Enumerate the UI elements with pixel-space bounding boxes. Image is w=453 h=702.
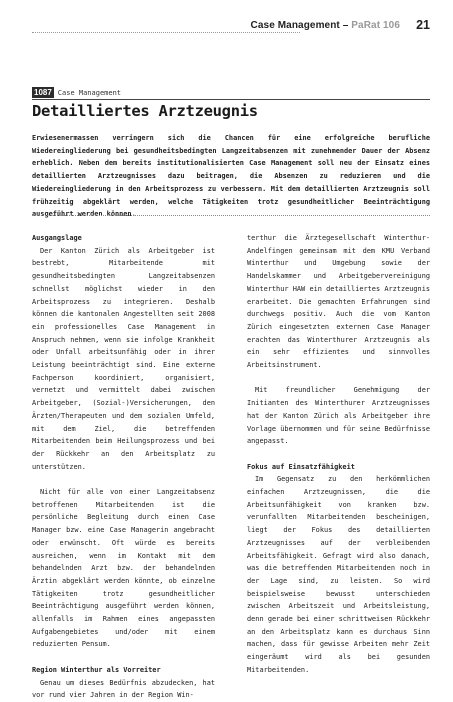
lead-divider: [32, 215, 430, 216]
running-title-dash: –: [339, 20, 352, 31]
heading-region-winterthur: Region Winterthur als Vorreiter: [32, 665, 161, 674]
article-number: 1087: [34, 88, 52, 97]
paragraph: Nicht für alle von einer Langzeitabsenz betroffenen Mitarbeitenden ist die persönliche Begleitung durch einen Case Manager bzw. eine Case Managerin angebracht oder erwünscht. Oft würde es bereits ausreichen, wenn im Kontakt mit dem behandelnden Arzt bzw. der behandelnden Ärztin abgeklärt werden könnte, ob einzelne Tätigkeiten trotz gesundheitlicher Beeinträchtigung ausgeführt werden können, allenfalls im Rahmen eines angepassten Aufgabengebietes und/oder mit einem reduzierten Pensum.: [32, 488, 215, 649]
running-title-text: Case Management: [250, 20, 340, 31]
right-column: [247, 232, 430, 677]
article-category: Case Management: [57, 88, 122, 97]
title-rule: [32, 99, 430, 100]
lead-paragraph: Erwiesenermassen verringern sich die Chancen für eine erfolgreiche berufliche Wiedereingliederung bei gesundheitsbedingten Langzeitabsenzen mit zunehmender Dauer der Absenz erheblich. Neben dem bereits institutionalisierten Case Management soll neu der Einsatz eines detaillierten Arztzeugnisses dazu beitragen, die Absenzen zu reduzieren und die Wiedereingliederung in den Arbeitsprozess zu verbessern. Mit dem detaillierten Arztzeugnis soll frühzeitig abgeklärt werden, welche Tätigkeiten trotz gesundheitlicher Beeinträchtigung ausgeführt werden können.: [32, 134, 430, 219]
article-label: [32, 87, 121, 98]
paragraph: terthur die Ärztegesellschaft Winterthur-Andelfingen gemeinsam mit dem KMU Verband Winterthur und Umgebung sowie der Handelskammer und Arbeitgebervereinigung Winterthur HAW ein detailliertes Arztzeugnis erarbeitet. Die gemachten Erfahrungen sind durchwegs positiv. Auch die vom Kanton Zürich eingesetzten externen Case Manager erachten das Winterthurer Arztzeugnis als ein sehr effizientes und sinnvolles Arbeitsinstrument.: [247, 234, 430, 370]
heading-ausgangslage: Ausgangslage: [32, 234, 82, 242]
page-number: 21: [416, 18, 430, 32]
running-title: [251, 20, 400, 31]
paragraph: Im Gegensatz zu den herkömmlichen einfachen Arztzeugnissen, die die Arbeitsunfähigkeit von kranken bzw. verunfallten Mitarbeitenden bescheinigen, liegt der Fokus des detaillierten Arztzeugnisses auf der verbleibenden Arbeitsfähigkeit. Gefragt wird also danach, was die betreffenden Mitarbeitenden noch in der Lage sind, zu leisten. So wird beispielsweise bewusst unterschieden zwischen Arbeitszeit und Arbeitsleistung, denn gerade bei einer schrittweisen Rückkehr an den Arbeitsplatz kann es durchaus Sinn machen, dass für gewisse Arbeiten mehr Zeit eingeräumt wird als bei gesunden Mitarbeitenden.: [247, 475, 430, 674]
left-column: [32, 232, 215, 702]
article-title: Detailliertes Arztzeugnis: [32, 102, 258, 120]
dotted-leader: [32, 32, 300, 33]
paragraph: Genau um dieses Bedürfnis abzudecken, hat vor rund vier Jahren in der Region Win-: [32, 678, 215, 700]
running-header: [32, 18, 430, 38]
running-title-issue: PaRat 106: [351, 20, 400, 31]
paragraph: Mit freundlicher Genehmigung der Initianten des Winterthurer Arztzeugnisses hat der Kanton Zürich als Arbeitgeber ihre Vorlage übernommen und für seine Bedürfnisse angepasst.: [247, 386, 430, 446]
paragraph: Der Kanton Zürich als Arbeitgeber ist bestrebt, Mitarbeitende mit gesundheitsbedingten Langzeitabsenzen schnellst möglichst wieder in den Arbeitsprozess zu integrieren. Deshalb können die kantonalen Angestellten seit 2008 ein professionelles Case Management in Anspruch nehmen, wenn sie infolge Krankheit oder Unfall arbeitsunfähig oder in ihrer Leistung beeinträchtigt sind. Eine externe Fachperson koordiniert, organisiert, vernetzt und vermittelt dabei zwischen Arbeitgeber, (Sozial-)Versicherungen, den Ärzten/Therapeuten und dem sozialen Umfeld, mit dem Ziel, die betreffenden Mitarbeitenden beim Heilungsprozess und bei der Rückkehr an den Arbeitsplatz zu unterstützen.: [32, 246, 215, 471]
heading-fokus: Fokus auf Einsatzfähigkeit: [247, 462, 355, 471]
